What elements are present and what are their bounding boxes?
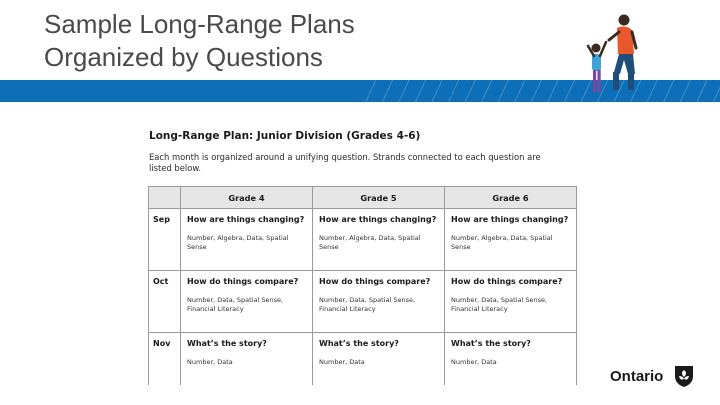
table-row: [149, 209, 577, 271]
long-range-plan-document: [147, 126, 577, 385]
unifying-question: How are things changing?: [451, 215, 569, 224]
column-header: Grade 6: [445, 187, 577, 209]
table-header-row: [149, 187, 577, 209]
strands-text: Number, Data, Spatial Sense, Financial Literacy: [451, 296, 548, 313]
high-five-illustration: [580, 10, 650, 102]
unifying-question: What’s the story?: [319, 339, 399, 348]
column-header: Grade 5: [313, 187, 445, 209]
column-header: Grade 4: [181, 187, 313, 209]
slide-title-line-2: Organized by Questions: [44, 42, 323, 72]
month-cell: Sep: [149, 209, 181, 271]
strands-text: Number, Algebra, Data, Spatial Sense: [451, 234, 553, 251]
unifying-question: How do things compare?: [451, 277, 563, 286]
table-cell: [313, 333, 445, 386]
table-cell: [181, 271, 313, 333]
table-row: [149, 271, 577, 333]
table-cell: [445, 333, 577, 386]
document-heading: Long-Range Plan: Junior Division (Grades 4-6): [149, 130, 421, 142]
unifying-question: What’s the story?: [187, 339, 267, 348]
plan-table: [148, 186, 577, 385]
strands-text: Number, Algebra, Data, Spatial Sense: [187, 234, 289, 251]
strands-text: Number, Data, Spatial Sense, Financial Literacy: [187, 296, 284, 313]
month-cell: Oct: [149, 271, 181, 333]
table-cell: [313, 209, 445, 271]
table-cell: [181, 333, 313, 386]
unifying-question: How do things compare?: [187, 277, 299, 286]
strands-text: Number, Data, Spatial Sense, Financial Literacy: [319, 296, 416, 313]
unifying-question: How do things compare?: [319, 277, 431, 286]
slide-title-line-1: Sample Long-Range Plans: [44, 9, 355, 39]
table-cell: [313, 271, 445, 333]
arrow-marks-icon: [440, 88, 460, 102]
column-header: [149, 187, 181, 209]
band-pattern: [360, 80, 720, 102]
strands-text: Number, Data: [319, 358, 365, 366]
strands-text: Number, Algebra, Data, Spatial Sense: [319, 234, 421, 251]
trillium-icon: [673, 364, 695, 388]
document-intro: Each month is organized around a unifying question. Strands connected to each question are listed below.: [149, 152, 541, 173]
unifying-question: How are things changing?: [187, 215, 305, 224]
table-row: [149, 333, 577, 386]
table-cell: [181, 209, 313, 271]
unifying-question: How are things changing?: [319, 215, 437, 224]
table-cell: [445, 209, 577, 271]
unifying-question: What’s the story?: [451, 339, 531, 348]
ontario-wordmark: Ontario: [610, 368, 664, 385]
slide-title: [44, 8, 355, 74]
strands-text: Number, Data: [187, 358, 233, 366]
strands-text: Number, Data: [451, 358, 497, 366]
month-cell: Nov: [149, 333, 181, 386]
table-cell: [445, 271, 577, 333]
